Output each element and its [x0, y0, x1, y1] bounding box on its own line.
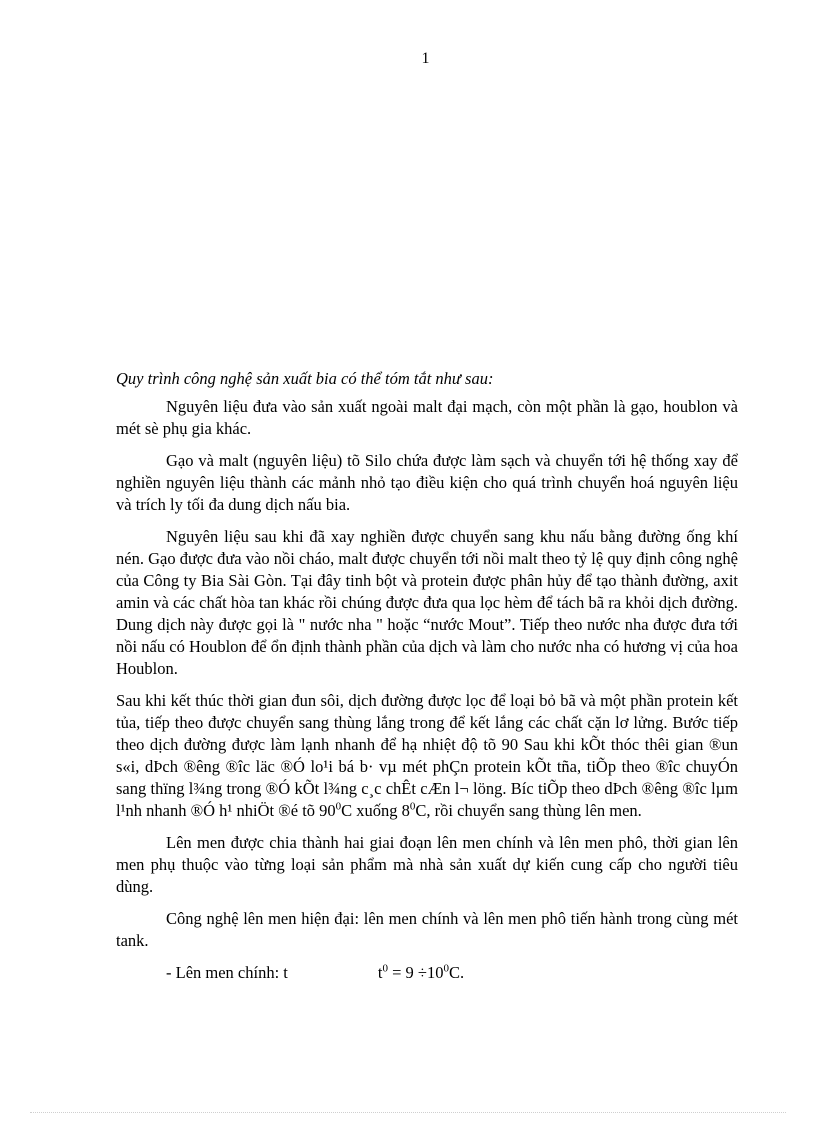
fermentation-line [116, 962, 738, 984]
fermentation-label: - Lên men chính: t [166, 963, 288, 982]
superscript: 0 [335, 800, 342, 813]
paragraph-4 [116, 690, 738, 822]
formula-end: C. [448, 963, 465, 982]
formula-t: t [377, 963, 383, 982]
paragraph-6: Công nghệ lên men hiện đại: lên men chính và lên men phô tiến hành trong cùng mét tank. [116, 909, 738, 950]
paragraph-4-text: Sau khi kết thúc thời gian đun sôi, dịch đường được lọc để loại bỏ bã và một phần protein kết tủa, tiếp theo được chuyển sang thùng lắng trong để kết lắng các chất cặn lơ lửng. Bước tiếp theo dịch đường được làm lạnh nhanh để hạ nhiệt độ tõ 90 Sau khi kÕt thóc thêi gian ®un s«i, dÞch ®êng ®îc läc ®Ó lo¹i bá b· vµ mét phÇn protein kÕt tña, tiÕp theo ®îc chuyÓn sang thïng l¾ng trong ®Ó kÕt l¾ng c¸c chÊt cÆn l¬ löng. Bíc tiÕp theo dÞch ®êng ®îc lµm l¹nh nhanh ®Ó h¹ nhiÖt ®é tõ 90 [116, 691, 738, 820]
page-bottom-rule [30, 1112, 786, 1113]
paragraph-4-mid: C xuống 8 [341, 801, 410, 820]
paragraph-3: Nguyên liệu sau khi đã xay nghiền được chuyển sang khu nấu bằng đường ống khí nén. Gạo được đưa vào nồi cháo, malt được chuyển tới nồi malt theo tỷ lệ quy định công nghệ của Công ty Bia Sài Gòn. Tại đây tinh bột và protein được phân hủy để tạo thành đường, axit amin và các chất hòa tan khác rồi chúng được đưa qua lọc hèm để tách bã ra khỏi dịch đường. Dung dịch này được gọi là " nước nha " hoặc “nước Mout”. Tiếp theo nước nha được đưa tới nồi nấu có Houblon để ổn định thành phần của dịch và làm cho nước nha có hương vị của hoa Houblon. [116, 527, 738, 678]
superscript: 0 [443, 962, 449, 975]
formula-mid: = 9 ÷10 [387, 963, 444, 982]
paragraph-2: Gạo và malt (nguyên liệu) tõ Silo chứa được làm sạch và chuyển tới hệ thống xay để nghiền nguyên liệu thành các mảnh nhỏ tạo điều kiện cho quá trình chuyển hoá nguyên liệu và trích ly tối đa dung dịch nấu bia. [116, 451, 738, 514]
page-number: 1 [421, 50, 430, 67]
document-body [116, 368, 738, 994]
section-heading: Quy trình công nghệ sản xuất bia có thể tóm tắt như sau: [116, 369, 494, 388]
superscript: 0 [409, 800, 416, 813]
superscript: 0 [382, 962, 388, 975]
paragraph-5: Lên men được chia thành hai giai đoạn lên men chính và lên men phô, thời gian lên men phụ thuộc vào từng loại sản phẩm mà nhà sản xuất dự kiến cung cấp cho người tiêu dùng. [116, 833, 738, 896]
paragraph-1: Nguyên liệu đưa vào sản xuất ngoài malt đại mạch, còn một phần là gạo, houblon và mét sè phụ gia khác. [116, 397, 738, 438]
paragraph-4-end: C, rồi chuyển sang thùng lên men. [415, 801, 642, 820]
